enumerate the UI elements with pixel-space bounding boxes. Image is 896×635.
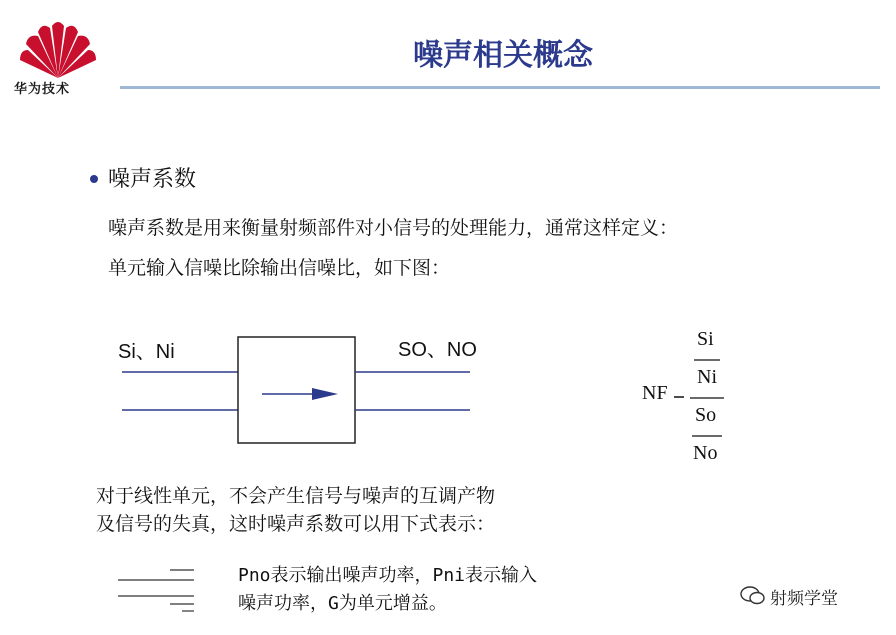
unit-box	[238, 337, 355, 443]
note-text	[238, 562, 537, 618]
signal-arrow-head	[312, 388, 338, 400]
definition-line-2: 单元输入信噪比除输出信噪比，如下图：	[108, 257, 451, 279]
linear-unit-text	[96, 482, 495, 538]
definition-line-1: 噪声系数是用来衡量射频部件对小信号的处理能力，通常这样定义：	[108, 217, 679, 239]
formula-si: Si	[697, 328, 714, 350]
input-label: Si、Ni	[118, 341, 175, 363]
note-line-1: Pno表示输出噪声功率，Pni表示输入	[238, 565, 538, 586]
note-line-2: 噪声功率，G为单元增益。	[238, 593, 447, 614]
page-title: 噪声相关概念	[413, 38, 593, 73]
formula-no: No	[693, 442, 718, 464]
formula-ni: Ni	[697, 366, 717, 388]
formula-lhs: NF	[642, 382, 668, 404]
linear-unit-line-2: 及信号的失真，这时噪声系数可以用下式表示：	[96, 513, 496, 535]
wechat-icon	[740, 585, 766, 607]
linear-unit-line-1: 对于线性单元，不会产生信号与噪声的互调产物	[96, 485, 496, 507]
logo-text: 华为技术	[14, 82, 71, 97]
section-heading: 噪声系数	[108, 167, 197, 192]
formula-so: So	[695, 404, 717, 426]
output-label: SO、NO	[398, 339, 477, 361]
watermark-text: 射频学堂	[770, 589, 838, 609]
